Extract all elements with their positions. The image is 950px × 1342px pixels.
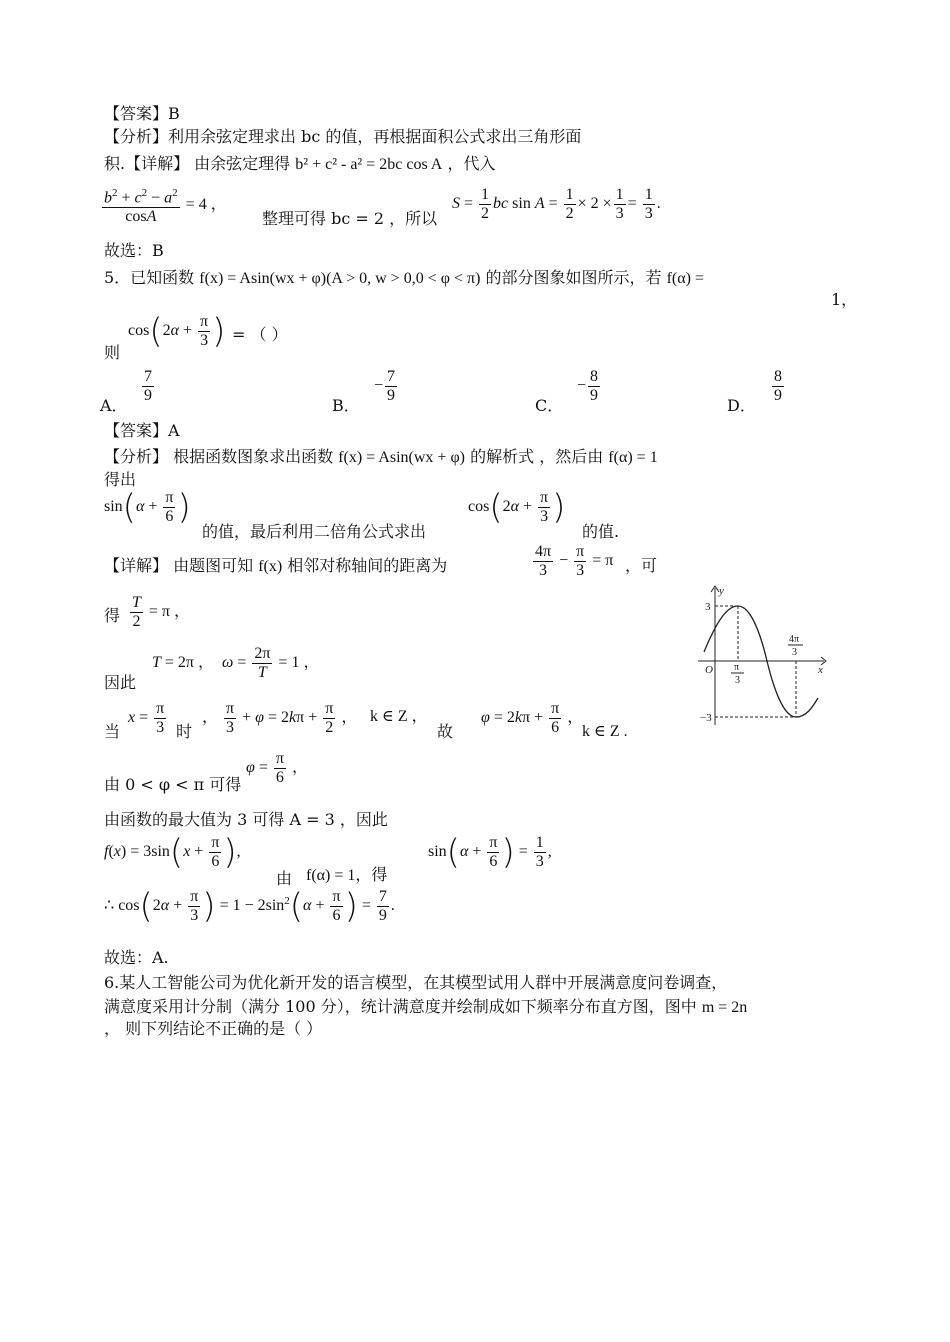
analysis-line-1: 【分析】利用余弦定理求出 bc 的值，再根据面积公式求出三角形面: [104, 127, 582, 146]
detail-prefix: 积.【详解】 由余弦定理得: [104, 154, 291, 173]
analysis2-a: 【分析】 根据函数图象求出函数: [104, 447, 334, 466]
period-omega: T = 2π ， ω = $\frac{2\pi}{T}$ = 1 ，: [152, 645, 320, 681]
option-a-label: A．: [100, 396, 128, 415]
dang-label: 当: [104, 722, 121, 741]
detail-mid: 整理可得 bc = 2 ，所以: [262, 209, 438, 228]
q5-cos-expr: cos(2α + $\frac{\pi}{3}$ ): [128, 311, 226, 352]
analysis2-cond: f(α) = 1: [608, 449, 658, 466]
option-a-den: 9: [144, 387, 152, 404]
cos-2alpha-expr: cos(2α + $\frac{\pi}{3}$ ): [468, 487, 566, 528]
graph-tick2-num: 4π: [789, 634, 800, 645]
graph-y-min: −3: [700, 712, 712, 724]
sin-alpha-expr: sin(α + $\frac{\pi}{6}$ ): [104, 487, 191, 528]
q5-label: 5．已知函数: [104, 268, 195, 287]
area-formula: S = $\frac{1}{2}$ bc sin A = $\frac{1}{2}$ × 2 × $\frac{1}{3}$ = $\frac{1}{3}$ .: [452, 186, 661, 222]
analysis2-b: 的解析式 ，然后由: [470, 447, 604, 466]
phase-eq: ， $\frac{\pi}{3}$ + φ = 2kπ + $\frac{\pi}{2}$ ，: [202, 700, 358, 736]
q5-paren: = （ ）: [232, 325, 288, 344]
half-period: $\frac{T}{2}$ = π ，: [132, 594, 191, 630]
k-in-z-1: k ∈ Z ，: [370, 708, 428, 725]
graph-x-label: x: [818, 664, 823, 676]
graph-tick1-den: 3: [735, 675, 740, 686]
answer-line-1: 【答案】B: [104, 104, 180, 123]
q6-m-eq: m = 2n: [701, 999, 748, 1016]
option-d-value: [770, 368, 786, 405]
option-b-value: − $\frac{7}{9}$: [374, 368, 396, 404]
graph-y-max: 3: [705, 601, 711, 613]
analysis2-d: 的值，最后利用二倍角公式求出: [202, 522, 427, 541]
cosine-law: b² + c² - a² = 2bc cos A: [295, 156, 443, 173]
sine-graph: [690, 580, 840, 730]
you-label: 由: [276, 869, 293, 888]
analysis2-func: f(x) = Asin(wx + φ): [338, 449, 466, 466]
phi-value: φ = $\frac{\pi}{6}$ ，: [246, 750, 308, 786]
de-label: 得: [104, 606, 121, 625]
phi-range: 由 0 < φ < π 可得: [104, 775, 242, 794]
q5-condition: f(α) =: [666, 270, 704, 287]
q5-then: 则: [104, 343, 121, 362]
detail2-fx: f(x): [258, 558, 283, 575]
option-c-value: − $\frac{8}{9}$: [577, 368, 599, 404]
q5-one: 1，: [831, 290, 858, 309]
final-derivation: ∴ cos(2α + $\frac{\pi}{3}$ ) = $1 - 2\sin^2(\alpha$ + $\frac{\pi}{6}$ ) = $\frac{7}{9}$ .: [104, 886, 395, 927]
gu-label: 故: [437, 722, 454, 741]
q5-function: f(x) = Asin(wx + φ)(A > 0, w > 0,0 < φ < π): [199, 270, 481, 287]
option-b-num: 7: [387, 368, 396, 385]
detail2-b: 相邻对称轴间的距离为: [287, 556, 448, 575]
q6-line-2: [104, 997, 747, 1018]
choose-line-2: 故选：A.: [104, 948, 169, 967]
question-5: [104, 268, 704, 289]
option-c-den: 9: [590, 387, 599, 404]
detail-line-1: [104, 154, 495, 175]
graph-origin: O: [705, 664, 713, 676]
therefore-symbol: ∴: [104, 897, 115, 915]
f-alpha-one: f(α) = 1，得: [306, 867, 388, 884]
option-b-label: B．: [332, 396, 360, 415]
option-d-label: D．: [727, 396, 756, 415]
phi-general: φ = 2kπ + $\frac{\pi}{6}$ ，: [481, 700, 584, 736]
q6-line-3: ， 则下列结论不正确的是（ ）: [104, 1019, 323, 1038]
graph-tick1-num: π: [734, 662, 740, 673]
q6-line-1: 6.某人工智能公司为优化新开发的语言模型，在其模型试用人群中开展满意度问卷调查，: [104, 973, 728, 992]
answer-line-2: 【答案】A: [104, 421, 180, 440]
q5-tail: 的部分图象如图所示，若: [485, 268, 662, 287]
detail2-c: ，可: [625, 556, 658, 575]
option-b-den: 9: [387, 387, 396, 404]
detail2-line: [104, 556, 447, 577]
x-eq-pi3: x = $\frac{\pi}{3}$: [128, 700, 165, 736]
option-a-value: [140, 368, 156, 405]
option-d-den: 9: [774, 387, 782, 404]
k-in-z-2: k ∈ Z .: [582, 723, 628, 740]
graph-y-label: y: [719, 585, 724, 597]
function-result: f(x) = 3sin(x + $\frac{\pi}{6}$ ),: [104, 832, 241, 873]
fraction-eq-4: $\frac{b^2 + c^2 - a^2}{\cos A}$ = 4 ，: [100, 184, 227, 226]
sin-result: sin(α + $\frac{\pi}{6}$ ) = $\frac{1}{3}$ ,: [428, 832, 552, 873]
detail2-a: 【详解】 由题图可知: [104, 556, 254, 575]
graph-tick2-den: 3: [792, 647, 797, 658]
option-c-label: C．: [535, 396, 564, 415]
detail-suffix: ，代入: [447, 154, 496, 173]
axis-distance: $\frac{4\pi}{3}$ − $\frac{\pi}{3}$ = π: [535, 543, 614, 579]
analysis2-c: 得出: [104, 470, 137, 489]
option-d-num: 8: [774, 368, 782, 385]
analysis2-e: 的值.: [582, 522, 620, 541]
option-a-num: 7: [144, 368, 152, 385]
option-c-num: 8: [590, 368, 599, 385]
choose-line-1: 故选：B: [104, 241, 164, 260]
q6-text: 满意度采用计分制（满分 100 分），统计满意度并绘制成如下频率分布直方图，图中: [104, 997, 697, 1016]
analysis-line-2: [104, 447, 658, 468]
shi-label: 时: [176, 722, 193, 741]
max-line: 由函数的最大值为 3 可得 A = 3 ，因此: [104, 810, 388, 829]
yinci-label: 因此: [104, 673, 137, 692]
